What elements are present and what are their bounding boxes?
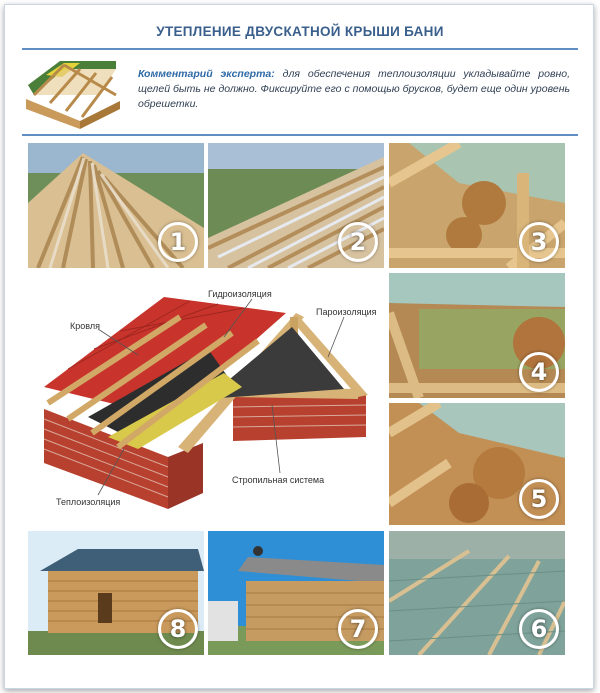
page-title: УТЕПЛЕНИЕ ДВУСКАТНОЙ КРЫШИ БАНИ (156, 24, 444, 39)
photo-number: 8 (158, 609, 198, 649)
photo-number: 5 (519, 479, 559, 519)
photo-3 (389, 143, 565, 268)
photo-number: 1 (158, 222, 198, 262)
photo-number: 3 (519, 222, 559, 262)
photo-8 (28, 531, 204, 655)
photo-number: 7 (338, 609, 378, 649)
divider-bottom (22, 134, 578, 136)
label-vapor-barrier: Пароизоляция (316, 307, 377, 317)
photo-number: 2 (338, 222, 378, 262)
label-roofing: Кровля (70, 321, 100, 331)
photo-5 (389, 403, 565, 525)
photo-6 (389, 531, 565, 655)
divider-top (22, 48, 578, 50)
photo-number: 6 (519, 609, 559, 649)
expert-comment (138, 67, 570, 112)
roof-model-thumbnail (20, 55, 128, 131)
roof-insulation-diagram (28, 277, 380, 525)
photo-number: 4 (519, 352, 559, 392)
photo-4 (389, 273, 565, 398)
photo-1 (28, 143, 204, 268)
label-insulation: Теплоизоляция (56, 497, 121, 507)
photo-2 (208, 143, 384, 268)
photo-7 (208, 531, 384, 655)
comment-lead: Комментарий эксперта: (138, 68, 275, 80)
label-rafter-system: Стропильная система (232, 475, 325, 485)
comment-text: для обеспечения теплоизоляции укладывайте ровно, щелей быть не должно. Фиксируйте его с помощью брусков, будет еще один уровень обрешетки. (138, 68, 570, 110)
label-waterproofing: Гидроизоляция (208, 289, 272, 299)
